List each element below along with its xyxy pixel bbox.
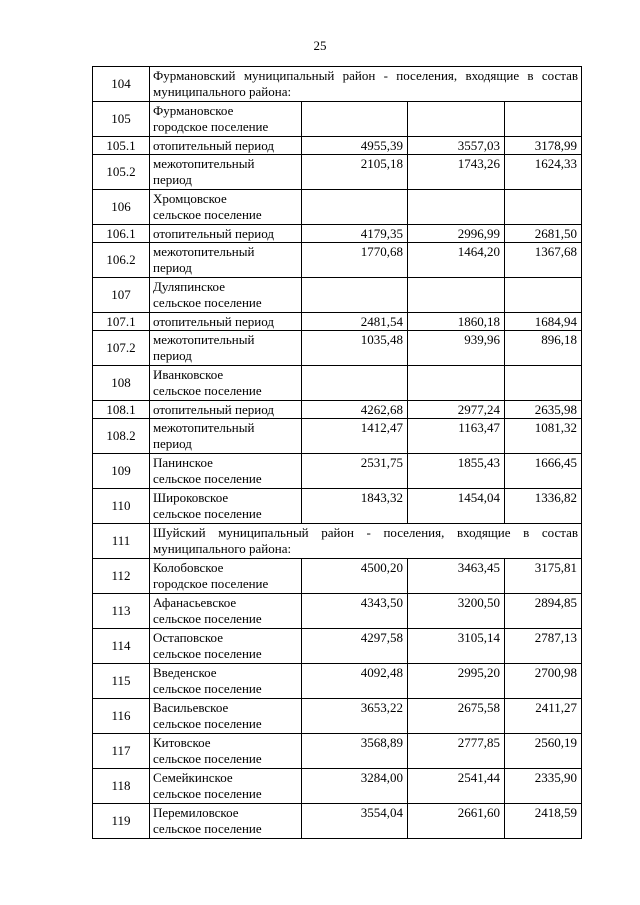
settlement-name-line: Иванковское [153, 367, 224, 382]
value-cell: 4500,20 [302, 559, 408, 594]
settlement-name [150, 699, 302, 734]
value-cell: 1743,26 [408, 155, 505, 190]
value-cell: 2531,75 [302, 454, 408, 489]
settlement-name [150, 489, 302, 524]
settlement-name-line: период [153, 435, 192, 451]
row-number: 111 [93, 524, 150, 559]
value-cell: 4343,50 [302, 594, 408, 629]
value-cell: 1081,32 [505, 419, 582, 454]
value-cell: 2560,19 [505, 734, 582, 769]
settlement-name-line: межотопительный [153, 420, 255, 435]
settlement-name [150, 419, 302, 454]
settlement-name [150, 278, 302, 313]
settlement-name [150, 401, 302, 419]
settlement-name-line: сельское поселение [153, 382, 262, 398]
value-cell: 939,96 [408, 331, 505, 366]
value-cell: 2105,18 [302, 155, 408, 190]
value-cell [408, 278, 505, 313]
row-number: 105.2 [93, 155, 150, 190]
settlement-name-line: сельское поселение [153, 645, 262, 661]
value-cell: 4262,68 [302, 401, 408, 419]
row-number: 106.1 [93, 225, 150, 243]
value-cell: 1035,48 [302, 331, 408, 366]
value-cell: 1666,45 [505, 454, 582, 489]
value-cell: 1770,68 [302, 243, 408, 278]
row-number: 108 [93, 366, 150, 401]
value-cell [505, 102, 582, 137]
table-row [93, 419, 582, 454]
value-cell: 4092,48 [302, 664, 408, 699]
settlement-name-line: Дуляпинское [153, 279, 225, 294]
value-cell: 4297,58 [302, 629, 408, 664]
settlement-name-line: отопительный период [153, 402, 274, 417]
table-row [93, 489, 582, 524]
row-number: 107 [93, 278, 150, 313]
table-row [93, 629, 582, 664]
settlement-name-line: Васильевское [153, 700, 229, 715]
table-row [93, 137, 582, 155]
settlement-name [150, 629, 302, 664]
page-number: 25 [313, 38, 327, 53]
settlement-name-line: период [153, 259, 192, 275]
settlement-name-line: сельское поселение [153, 715, 262, 731]
value-cell: 2661,60 [408, 804, 505, 839]
table-row [93, 243, 582, 278]
value-cell: 2777,85 [408, 734, 505, 769]
row-number: 116 [93, 699, 150, 734]
value-cell [302, 190, 408, 225]
value-cell: 2675,58 [408, 699, 505, 734]
row-number: 108.1 [93, 401, 150, 419]
value-cell: 1843,32 [302, 489, 408, 524]
settlement-name [150, 559, 302, 594]
settlement-name [150, 594, 302, 629]
row-number: 115 [93, 664, 150, 699]
row-number: 114 [93, 629, 150, 664]
table-row [93, 454, 582, 489]
table-row [93, 804, 582, 839]
value-cell: 3568,89 [302, 734, 408, 769]
value-cell: 2635,98 [505, 401, 582, 419]
value-cell: 2894,85 [505, 594, 582, 629]
table-row [93, 278, 582, 313]
row-number: 117 [93, 734, 150, 769]
value-cell: 3178,99 [505, 137, 582, 155]
value-cell [408, 190, 505, 225]
value-cell: 3554,04 [302, 804, 408, 839]
value-cell [408, 102, 505, 137]
table-row [93, 331, 582, 366]
table-row [93, 155, 582, 190]
district-header: Шуйский муниципальный район - поселения, входящие в состав муниципального района: [150, 524, 582, 559]
table-row [93, 524, 582, 559]
settlement-name-line: отопительный период [153, 138, 274, 153]
value-cell: 2787,13 [505, 629, 582, 664]
settlement-name-line: сельское поселение [153, 505, 262, 521]
settlement-name-line: отопительный период [153, 226, 274, 241]
settlement-name [150, 734, 302, 769]
value-cell: 2541,44 [408, 769, 505, 804]
value-cell [302, 366, 408, 401]
value-cell [505, 278, 582, 313]
tariff-table [92, 66, 582, 839]
table-row [93, 401, 582, 419]
row-number: 113 [93, 594, 150, 629]
value-cell [505, 366, 582, 401]
value-cell: 3463,45 [408, 559, 505, 594]
settlement-name-line: Панинское [153, 455, 213, 470]
settlement-name-line: сельское поселение [153, 785, 262, 801]
value-cell: 3557,03 [408, 137, 505, 155]
settlement-name [150, 331, 302, 366]
settlement-name [150, 102, 302, 137]
settlement-name [150, 243, 302, 278]
row-number: 108.2 [93, 419, 150, 454]
row-number: 105 [93, 102, 150, 137]
table-row [93, 366, 582, 401]
settlement-name [150, 804, 302, 839]
table-row [93, 225, 582, 243]
settlement-name-line: Афанасьевское [153, 595, 237, 610]
value-cell: 2700,98 [505, 664, 582, 699]
settlement-name-line: сельское поселение [153, 470, 262, 486]
value-cell: 2681,50 [505, 225, 582, 243]
row-number: 107.1 [93, 313, 150, 331]
row-number: 106 [93, 190, 150, 225]
value-cell: 1454,04 [408, 489, 505, 524]
table-row [93, 699, 582, 734]
table-row [93, 190, 582, 225]
value-cell: 2481,54 [302, 313, 408, 331]
settlement-name [150, 769, 302, 804]
settlement-name [150, 454, 302, 489]
table-row [93, 67, 582, 102]
value-cell [408, 366, 505, 401]
settlement-name [150, 190, 302, 225]
settlement-name-line: межотопительный [153, 244, 255, 259]
value-cell: 2996,99 [408, 225, 505, 243]
value-cell: 2418,59 [505, 804, 582, 839]
settlement-name-line: межотопительный [153, 332, 255, 347]
value-cell: 3200,50 [408, 594, 505, 629]
settlement-name-line: Китовское [153, 735, 211, 750]
settlement-name-line: сельское поселение [153, 680, 262, 696]
settlement-name [150, 137, 302, 155]
row-number: 112 [93, 559, 150, 594]
settlement-name-line: отопительный период [153, 314, 274, 329]
value-cell: 896,18 [505, 331, 582, 366]
row-number: 107.2 [93, 331, 150, 366]
settlement-name-line: сельское поселение [153, 820, 262, 836]
settlement-name-line: городское поселение [153, 118, 269, 134]
value-cell: 1464,20 [408, 243, 505, 278]
value-cell: 3105,14 [408, 629, 505, 664]
settlement-name-line: Хромцовское [153, 191, 227, 206]
settlement-name-line: Остаповское [153, 630, 223, 645]
value-cell: 2411,27 [505, 699, 582, 734]
value-cell: 1684,94 [505, 313, 582, 331]
value-cell: 4179,35 [302, 225, 408, 243]
value-cell: 1412,47 [302, 419, 408, 454]
table-row [93, 594, 582, 629]
settlement-name-line: Колобовское [153, 560, 224, 575]
row-number: 118 [93, 769, 150, 804]
value-cell [302, 102, 408, 137]
settlement-name [150, 225, 302, 243]
value-cell [505, 190, 582, 225]
row-number: 109 [93, 454, 150, 489]
settlement-name-line: сельское поселение [153, 750, 262, 766]
value-cell: 2977,24 [408, 401, 505, 419]
settlement-name [150, 155, 302, 190]
value-cell: 2335,90 [505, 769, 582, 804]
value-cell [302, 278, 408, 313]
row-number: 105.1 [93, 137, 150, 155]
settlement-name-line: Введенское [153, 665, 217, 680]
settlement-name-line: Фурмановское [153, 103, 234, 118]
table-row [93, 102, 582, 137]
value-cell: 4955,39 [302, 137, 408, 155]
settlement-name [150, 313, 302, 331]
table-row [93, 559, 582, 594]
table-row [93, 769, 582, 804]
value-cell: 2995,20 [408, 664, 505, 699]
row-number: 106.2 [93, 243, 150, 278]
district-header: Фурмановский муниципальный район - поселения, входящие в состав муниципального района: [150, 67, 582, 102]
value-cell: 1163,47 [408, 419, 505, 454]
value-cell: 1367,68 [505, 243, 582, 278]
value-cell: 3175,81 [505, 559, 582, 594]
tariff-table-body [93, 67, 582, 839]
settlement-name-line: период [153, 171, 192, 187]
settlement-name-line: Широковское [153, 490, 229, 505]
settlement-name-line: сельское поселение [153, 610, 262, 626]
value-cell: 3653,22 [302, 699, 408, 734]
value-cell: 1855,43 [408, 454, 505, 489]
row-number: 119 [93, 804, 150, 839]
value-cell: 3284,00 [302, 769, 408, 804]
table-row [93, 664, 582, 699]
value-cell: 1624,33 [505, 155, 582, 190]
table-row [93, 734, 582, 769]
settlement-name [150, 366, 302, 401]
settlement-name-line: сельское поселение [153, 294, 262, 310]
settlement-name-line: межотопительный [153, 156, 255, 171]
settlement-name [150, 664, 302, 699]
settlement-name-line: период [153, 347, 192, 363]
settlement-name-line: сельское поселение [153, 206, 262, 222]
settlement-name-line: Семейкинское [153, 770, 233, 785]
settlement-name-line: Перемиловское [153, 805, 239, 820]
value-cell: 1336,82 [505, 489, 582, 524]
table-row [93, 313, 582, 331]
value-cell: 1860,18 [408, 313, 505, 331]
settlement-name-line: городское поселение [153, 575, 269, 591]
row-number: 110 [93, 489, 150, 524]
row-number: 104 [93, 67, 150, 102]
